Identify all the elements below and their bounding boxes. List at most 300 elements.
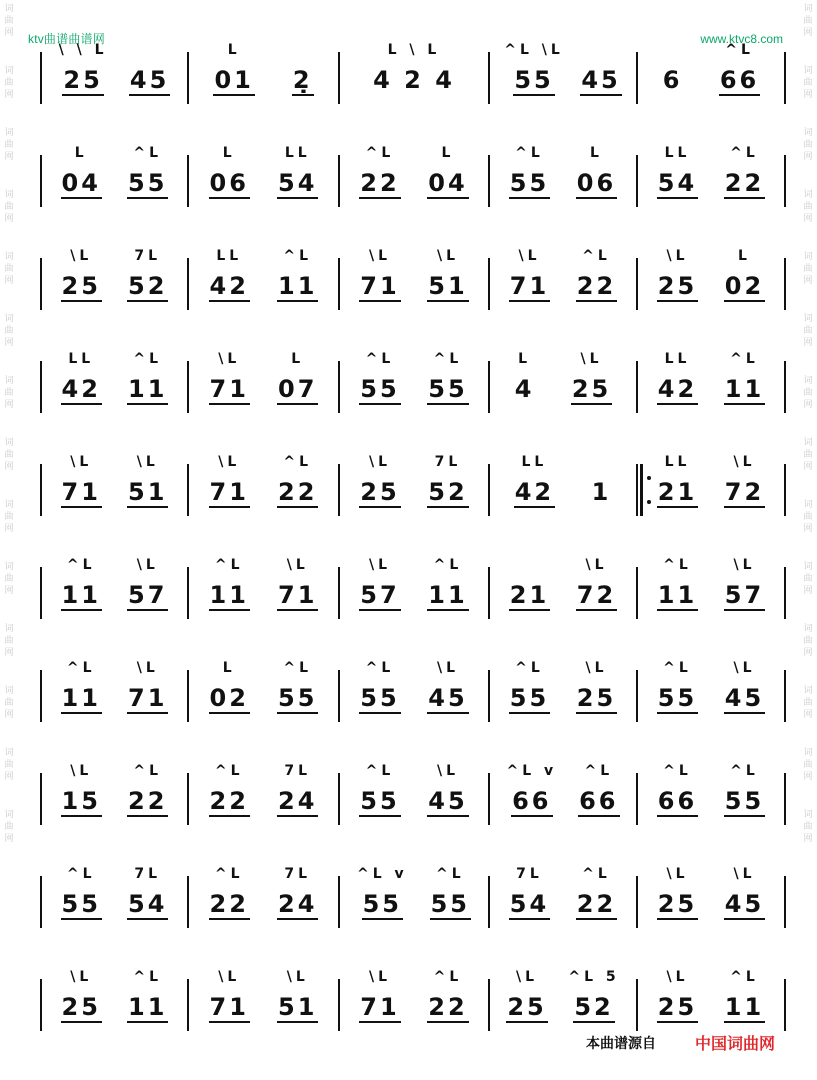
beat bbox=[372, 14, 456, 118]
beat bbox=[514, 426, 555, 530]
beat bbox=[509, 117, 550, 221]
bar-line bbox=[40, 979, 42, 1031]
bowing-mark: \L bbox=[136, 557, 159, 573]
note-group: 54 bbox=[657, 169, 698, 197]
note-group: 55 bbox=[360, 375, 400, 403]
score-row bbox=[0, 632, 817, 736]
note-group: 24 bbox=[278, 787, 318, 815]
beat bbox=[724, 220, 765, 324]
note-group: 01 bbox=[214, 66, 254, 94]
note-group: 1 bbox=[591, 478, 612, 506]
measure bbox=[195, 14, 332, 118]
bowing-mark: \L bbox=[136, 454, 159, 470]
note-group: 25 bbox=[571, 375, 612, 403]
beat bbox=[61, 838, 102, 942]
measure bbox=[195, 941, 332, 1045]
note-group: 55 bbox=[278, 684, 318, 712]
beat bbox=[209, 735, 250, 839]
bowing-mark: \L bbox=[70, 969, 93, 985]
bowing-mark: \L bbox=[218, 351, 241, 367]
bar-line bbox=[488, 155, 490, 207]
measure bbox=[496, 117, 630, 221]
beat bbox=[209, 220, 250, 324]
watermark-char: 曲 bbox=[803, 635, 813, 645]
bar-line bbox=[338, 52, 340, 104]
bowing-mark: LL bbox=[664, 454, 691, 470]
bowing-mark: \L bbox=[368, 248, 392, 264]
note-group: 55 bbox=[362, 890, 403, 918]
measure bbox=[346, 735, 482, 839]
watermark-char: 网 bbox=[4, 275, 14, 285]
beat bbox=[724, 735, 765, 839]
bowing-mark: \L bbox=[733, 866, 756, 882]
beat bbox=[127, 941, 168, 1045]
bowing-mark: ^L v bbox=[356, 866, 408, 882]
beat bbox=[61, 220, 102, 324]
note-group: 11 bbox=[724, 375, 765, 403]
beat bbox=[277, 117, 318, 221]
measure bbox=[496, 14, 630, 118]
watermark-char: 词 bbox=[803, 313, 813, 323]
bowing-mark: \L bbox=[368, 454, 392, 470]
note-group: 04 bbox=[428, 169, 468, 197]
note-group: 55 bbox=[360, 684, 400, 712]
bar-line bbox=[636, 155, 638, 207]
note-group: 11 bbox=[209, 581, 249, 609]
note-group: 57 bbox=[724, 581, 765, 609]
note-group: 07 bbox=[278, 375, 318, 403]
bowing-mark: \L bbox=[585, 557, 608, 573]
bowing-mark: \L bbox=[666, 866, 689, 882]
measure bbox=[496, 323, 630, 427]
beat bbox=[724, 323, 765, 427]
bowing-mark: LL bbox=[521, 454, 548, 470]
note-group: 25 bbox=[61, 272, 101, 300]
bowing-mark: 7L bbox=[134, 866, 162, 882]
note-group: 11 bbox=[61, 581, 101, 609]
note-group: 22 bbox=[278, 478, 318, 506]
watermark-char: 网 bbox=[4, 833, 14, 843]
beat bbox=[277, 323, 318, 427]
note-group: 51 bbox=[128, 478, 168, 506]
beat bbox=[509, 220, 550, 324]
beat bbox=[61, 632, 102, 736]
bowing-mark: ^L bbox=[214, 866, 244, 882]
bar-line bbox=[338, 567, 340, 619]
beat bbox=[657, 735, 698, 839]
bar-line bbox=[784, 258, 786, 310]
watermark-char: 网 bbox=[4, 27, 14, 37]
score-row bbox=[0, 220, 817, 324]
watermark-char: 网 bbox=[803, 213, 813, 223]
bowing-mark: ^L bbox=[365, 351, 395, 367]
measure bbox=[48, 220, 181, 324]
note-group: 22 bbox=[360, 169, 400, 197]
note-group: 55 bbox=[428, 375, 468, 403]
bowing-mark: L bbox=[590, 145, 603, 161]
bar-line bbox=[784, 567, 786, 619]
bowing-mark: LL bbox=[664, 145, 691, 161]
score-row bbox=[0, 941, 817, 1045]
note-group: 22 bbox=[209, 890, 249, 918]
watermark-char: 网 bbox=[4, 213, 14, 223]
bowing-mark: ^L bbox=[66, 660, 96, 676]
bar-line bbox=[636, 361, 638, 413]
measure bbox=[195, 220, 332, 324]
note-group: 21 bbox=[657, 478, 698, 506]
watermark-char: 网 bbox=[4, 89, 14, 99]
bowing-mark: ^L bbox=[365, 145, 395, 161]
measure bbox=[644, 941, 778, 1045]
measure bbox=[195, 838, 332, 942]
note-group: 71 bbox=[509, 272, 550, 300]
beat bbox=[724, 426, 765, 530]
note-group: 71 bbox=[209, 375, 249, 403]
bar-line bbox=[488, 876, 490, 928]
note-group: 55 bbox=[61, 890, 101, 918]
bar-line bbox=[488, 258, 490, 310]
bar-line bbox=[636, 258, 638, 310]
beat bbox=[277, 426, 318, 530]
bar-line bbox=[40, 670, 42, 722]
measure bbox=[48, 632, 181, 736]
bowing-mark: ^L bbox=[433, 351, 463, 367]
watermark-char: 词 bbox=[4, 3, 14, 13]
measure bbox=[48, 529, 181, 633]
watermark-char: 词 bbox=[803, 251, 813, 261]
bar-line bbox=[187, 361, 189, 413]
measure bbox=[644, 323, 778, 427]
note-group: 45 bbox=[428, 684, 468, 712]
watermark-char: 词 bbox=[4, 189, 14, 199]
measure bbox=[496, 632, 630, 736]
measure bbox=[195, 323, 332, 427]
note-group: 22 bbox=[428, 993, 468, 1021]
watermark-char: 曲 bbox=[4, 77, 14, 87]
bowing-mark: ^L bbox=[730, 763, 759, 779]
beat bbox=[427, 735, 468, 839]
watermark-char: 曲 bbox=[803, 573, 813, 583]
bowing-mark: \L bbox=[286, 557, 309, 573]
beat bbox=[427, 941, 468, 1045]
watermark-char: 网 bbox=[4, 337, 14, 347]
bowing-mark: \L bbox=[585, 660, 608, 676]
repeat-start-bar bbox=[640, 464, 643, 516]
bar-line bbox=[187, 979, 189, 1031]
beat bbox=[427, 117, 468, 221]
note-group: 22 bbox=[209, 787, 249, 815]
note-group: 22 bbox=[128, 787, 168, 815]
watermark-char: 网 bbox=[803, 27, 813, 37]
measure bbox=[346, 941, 482, 1045]
beat bbox=[127, 529, 168, 633]
note-group: 71 bbox=[209, 478, 249, 506]
measure bbox=[48, 838, 181, 942]
beat bbox=[129, 14, 170, 118]
beat bbox=[580, 14, 621, 118]
note-group: 25 bbox=[576, 684, 617, 712]
note-group: 72 bbox=[576, 581, 617, 609]
bar-line bbox=[40, 464, 42, 516]
watermark-char: 曲 bbox=[803, 759, 813, 769]
measure bbox=[644, 632, 778, 736]
beat bbox=[127, 323, 168, 427]
score-row bbox=[0, 117, 817, 221]
bowing-mark: ^L 5 bbox=[568, 969, 620, 985]
beat bbox=[427, 632, 468, 736]
note-group: 15 bbox=[61, 787, 101, 815]
beat bbox=[657, 529, 698, 633]
watermark-char: 网 bbox=[4, 771, 14, 781]
measure bbox=[195, 117, 332, 221]
note-group: 25 bbox=[657, 272, 698, 300]
score-row bbox=[0, 735, 817, 839]
measure bbox=[496, 838, 630, 942]
beat bbox=[359, 117, 400, 221]
bowing-mark: L bbox=[227, 42, 241, 58]
measure bbox=[48, 941, 181, 1045]
note-group: 55 bbox=[509, 684, 550, 712]
bowing-mark: ^L bbox=[133, 763, 163, 779]
bowing-mark: ^L bbox=[515, 660, 544, 676]
watermark-char: 词 bbox=[803, 127, 813, 137]
bar-line bbox=[40, 773, 42, 825]
watermark-char: 曲 bbox=[4, 325, 14, 335]
watermark-char: 词 bbox=[803, 437, 813, 447]
beat bbox=[719, 14, 760, 118]
measure bbox=[195, 632, 332, 736]
watermark-char: 词 bbox=[803, 499, 813, 509]
watermark-char: 曲 bbox=[803, 387, 813, 397]
note-group: 02 bbox=[724, 272, 765, 300]
bowing-mark: ^L bbox=[365, 763, 395, 779]
measure bbox=[346, 117, 482, 221]
bowing-mark: ^L bbox=[582, 248, 611, 264]
note-group: 04 bbox=[61, 169, 101, 197]
bowing-mark: \ \ L bbox=[58, 42, 108, 58]
beat bbox=[127, 117, 168, 221]
watermark-char: 曲 bbox=[4, 511, 14, 521]
beat bbox=[359, 220, 400, 324]
watermark-char: 曲 bbox=[4, 821, 14, 831]
watermark-char: 曲 bbox=[4, 759, 14, 769]
beat bbox=[724, 529, 765, 633]
bowing-mark: ^L bbox=[283, 454, 313, 470]
beat bbox=[568, 941, 619, 1045]
watermark-char: 网 bbox=[4, 461, 14, 471]
beat bbox=[591, 426, 613, 530]
note-group: 55 bbox=[724, 787, 765, 815]
beat bbox=[61, 117, 102, 221]
beat bbox=[657, 426, 698, 530]
source-label: 本曲谱源自 bbox=[586, 1035, 656, 1051]
bowing-mark: \L bbox=[368, 969, 392, 985]
bar-line bbox=[784, 979, 786, 1031]
beat bbox=[657, 941, 698, 1045]
beat bbox=[61, 735, 102, 839]
note-group: 4 2 4 bbox=[373, 66, 455, 94]
beat bbox=[359, 529, 400, 633]
bar-line bbox=[40, 258, 42, 310]
beat bbox=[127, 426, 168, 530]
bowing-mark: \L bbox=[733, 660, 756, 676]
bowing-mark: L bbox=[222, 660, 236, 676]
watermark-char: 曲 bbox=[803, 325, 813, 335]
note-group: 66 bbox=[579, 787, 619, 815]
bar-line bbox=[338, 258, 340, 310]
beat bbox=[506, 735, 557, 839]
note-group: 57 bbox=[360, 581, 400, 609]
watermark-char: 词 bbox=[4, 375, 14, 385]
bowing-mark: ^L bbox=[433, 969, 463, 985]
bowing-mark: \L bbox=[666, 248, 689, 264]
note-group: 25 bbox=[507, 993, 547, 1021]
note-group: 71 bbox=[128, 684, 168, 712]
watermark-char: 曲 bbox=[4, 263, 14, 273]
note-group: 11 bbox=[278, 272, 318, 300]
watermark-char: 曲 bbox=[803, 821, 813, 831]
beat bbox=[657, 632, 698, 736]
watermark-char: 网 bbox=[803, 523, 813, 533]
measure bbox=[644, 426, 778, 530]
bar-line bbox=[187, 464, 189, 516]
note-group: 55 bbox=[514, 66, 554, 94]
watermark-char: 曲 bbox=[803, 449, 813, 459]
bowing-mark: ^L bbox=[66, 557, 96, 573]
note-group: 55 bbox=[509, 169, 550, 197]
watermark-char: 网 bbox=[803, 89, 813, 99]
watermark-char: 词 bbox=[803, 189, 813, 199]
measure bbox=[346, 632, 482, 736]
bowing-mark: ^L bbox=[133, 145, 163, 161]
beat bbox=[359, 632, 400, 736]
beat bbox=[61, 941, 102, 1045]
bar-line bbox=[40, 52, 42, 104]
beat bbox=[576, 632, 617, 736]
watermark-char: 网 bbox=[803, 647, 813, 657]
watermark-char: 曲 bbox=[803, 697, 813, 707]
watermark-char: 词 bbox=[4, 313, 14, 323]
measure bbox=[496, 220, 630, 324]
beat bbox=[61, 529, 102, 633]
bowing-mark: \L bbox=[518, 248, 541, 264]
bowing-mark: \L bbox=[733, 557, 756, 573]
watermark-char: 网 bbox=[803, 337, 813, 347]
note-group: 25 bbox=[360, 478, 400, 506]
beat bbox=[359, 941, 400, 1045]
note-group: 45 bbox=[581, 66, 621, 94]
beat bbox=[427, 426, 468, 530]
note-group: 25 bbox=[657, 890, 698, 918]
bar-line bbox=[784, 52, 786, 104]
note-group: 06 bbox=[209, 169, 249, 197]
bowing-mark: ^L bbox=[435, 866, 465, 882]
bar-line bbox=[488, 567, 490, 619]
beat bbox=[209, 323, 250, 427]
measure bbox=[496, 941, 630, 1045]
watermark-char: 词 bbox=[4, 499, 14, 509]
measure bbox=[496, 529, 630, 633]
watermark-char: 词 bbox=[4, 623, 14, 633]
note-group: 25 bbox=[657, 993, 698, 1021]
note-group: 22 bbox=[576, 272, 617, 300]
beat bbox=[430, 838, 471, 942]
beat bbox=[292, 14, 314, 118]
score-row bbox=[0, 838, 817, 942]
bowing-mark: \L bbox=[436, 248, 460, 264]
bar-line bbox=[488, 464, 490, 516]
bowing-mark: \L bbox=[218, 454, 241, 470]
score-row bbox=[0, 529, 817, 633]
beat bbox=[576, 529, 617, 633]
bar-line bbox=[784, 155, 786, 207]
watermark-char: 词 bbox=[803, 809, 813, 819]
note-group: 42 bbox=[657, 375, 698, 403]
bar-line bbox=[338, 464, 340, 516]
note-group: 2̣ bbox=[292, 66, 313, 94]
bar-line bbox=[187, 52, 189, 104]
measure bbox=[346, 220, 482, 324]
note-group: 11 bbox=[428, 581, 468, 609]
beat bbox=[209, 632, 250, 736]
note-group: 51 bbox=[428, 272, 468, 300]
note-group: 72 bbox=[724, 478, 765, 506]
watermark-char: 网 bbox=[4, 709, 14, 719]
bar-line bbox=[338, 979, 340, 1031]
watermark-char: 词 bbox=[4, 561, 14, 571]
beat bbox=[209, 117, 250, 221]
bar-line bbox=[338, 361, 340, 413]
watermark-url: www.ktvc8.com bbox=[700, 32, 783, 46]
watermark-site-name: ktv曲谱曲谱网 bbox=[28, 32, 105, 46]
bar-line bbox=[488, 773, 490, 825]
bar-line bbox=[636, 876, 638, 928]
watermark-char: 词 bbox=[4, 65, 14, 75]
measure bbox=[195, 426, 332, 530]
bowing-mark: \L bbox=[516, 969, 539, 985]
note-group: 54 bbox=[128, 890, 168, 918]
measure bbox=[48, 323, 181, 427]
bowing-mark: \L bbox=[436, 660, 460, 676]
bar-line bbox=[40, 361, 42, 413]
bowing-mark: \L bbox=[70, 454, 93, 470]
watermark-char: 曲 bbox=[803, 263, 813, 273]
score-row bbox=[0, 323, 817, 427]
bowing-mark: \L bbox=[436, 763, 460, 779]
beat bbox=[127, 838, 168, 942]
bowing-mark: ^L bbox=[365, 660, 395, 676]
note-group: 06 bbox=[576, 169, 617, 197]
beat bbox=[127, 220, 168, 324]
bowing-mark: ^L bbox=[663, 557, 692, 573]
note-group: 45 bbox=[724, 684, 765, 712]
note-group: 42 bbox=[514, 478, 555, 506]
note-group: 45 bbox=[724, 890, 765, 918]
beat bbox=[61, 426, 102, 530]
beat bbox=[277, 838, 318, 942]
watermark-char: 曲 bbox=[803, 15, 813, 25]
beat bbox=[509, 632, 550, 736]
bowing-mark: ^L bbox=[584, 763, 614, 779]
watermark-char: 网 bbox=[803, 275, 813, 285]
bowing-mark: LL bbox=[664, 351, 691, 367]
bar-line bbox=[636, 670, 638, 722]
watermark-char: 曲 bbox=[4, 15, 14, 25]
bowing-mark: ^L bbox=[133, 351, 163, 367]
beat bbox=[209, 426, 250, 530]
beat bbox=[662, 14, 684, 118]
bowing-mark: LL bbox=[284, 145, 311, 161]
